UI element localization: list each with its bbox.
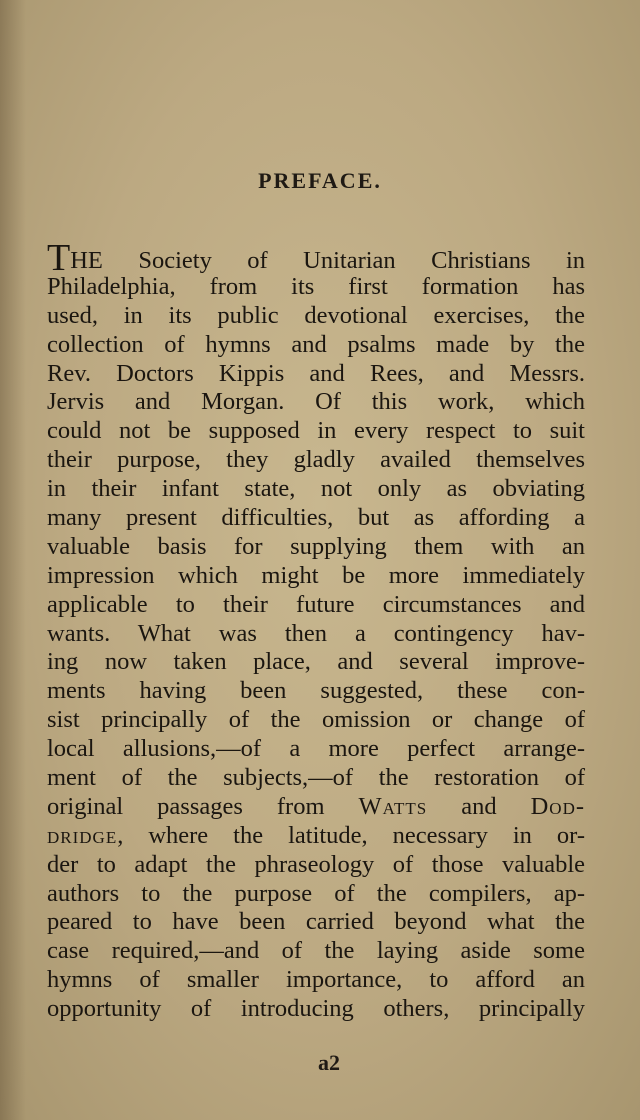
text-line-1: THE Society of Unitarian Christians in <box>47 237 585 279</box>
text-line-13: applicable to their future circumstances and <box>47 590 585 618</box>
text-line-6: Jervis and Morgan. Of this work, which <box>47 388 585 416</box>
text-line-4: collection of hymns and psalms made by the <box>47 330 585 358</box>
text-line-8: their purpose, they gladly availed themselves <box>47 446 585 474</box>
text-line-14: wants. What was then a contingency hav- <box>47 619 585 647</box>
author-doddridge-part1: Dod- <box>530 792 585 820</box>
text-line-21: dridge, where the latitude, necessary in or- <box>47 821 585 849</box>
text-line-5: Rev. Doctors Kippis and Rees, and Messrs. <box>47 359 585 387</box>
text-line-27: opportunity of introducing others, principally <box>47 995 585 1023</box>
text-line-11: valuable basis for supplying them with an <box>47 532 585 560</box>
text-line-24: peared to have been carried beyond what the <box>47 908 585 936</box>
text-line-2: Philadelphia, from its first formation has <box>47 272 585 300</box>
text-line-15: ing now taken place, and several improve- <box>47 648 585 676</box>
text-line-10: many present difficulties, but as affording a <box>47 504 585 532</box>
text-line-20: original passages from Watts and Dod- <box>47 792 585 820</box>
text-line-9: in their infant state, not only as obviating <box>47 475 585 503</box>
signature-mark: a2 <box>318 1050 340 1075</box>
text-line-26: hymns of smaller importance, to afford an <box>47 966 585 994</box>
text-line-23: authors to the purpose of the compilers, ap- <box>47 879 585 907</box>
text-line-25: case required,—and of the laying aside some <box>47 937 585 965</box>
text-line-7: could not be supposed in every respect to suit <box>47 417 585 445</box>
text-line-22: der to adapt the phraseology of those valuable <box>47 850 585 878</box>
text-line-19: ment of the subjects,—of the restoration of <box>47 764 585 792</box>
page-heading: PREFACE. <box>258 168 382 193</box>
text-line-18: local allusions,—of a more perfect arrange- <box>47 735 585 763</box>
text-line-17: sist principally of the omission or change of <box>47 706 585 734</box>
author-watts: Watts <box>358 792 428 820</box>
preface-body <box>47 237 585 1024</box>
text-line-16: ments having been suggested, these con- <box>47 677 585 705</box>
author-doddridge-part2: dridge <box>47 821 118 849</box>
drop-cap: T <box>47 237 71 279</box>
text-line-3: used, in its public devotional exercises, the <box>47 301 585 329</box>
text-line-12: impression which might be more immediately <box>47 561 585 589</box>
